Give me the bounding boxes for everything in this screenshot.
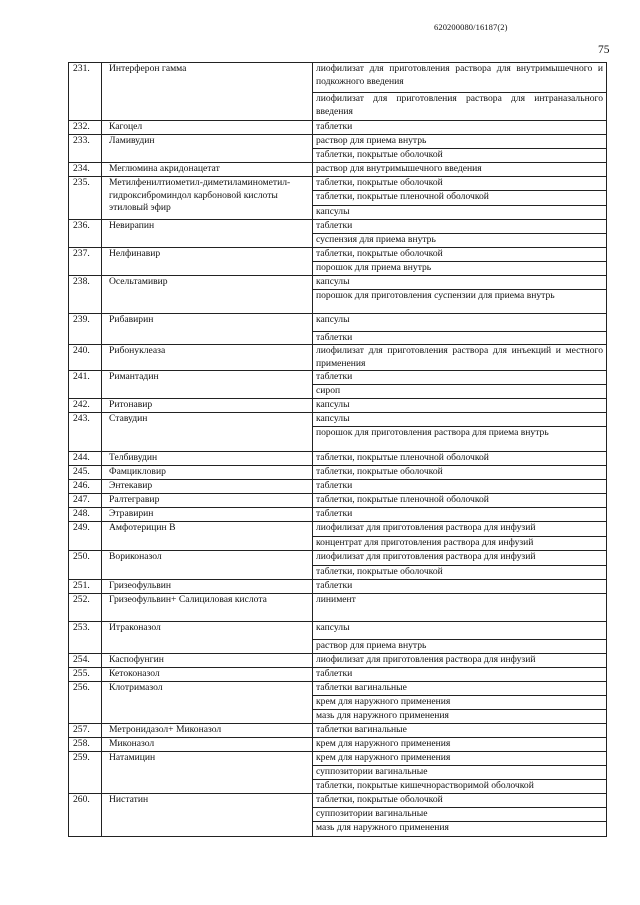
dosage-form: таблетки — [313, 508, 607, 522]
drug-name: Кетоконазол — [102, 667, 313, 681]
table-row — [69, 723, 607, 737]
drug-name: Меглюмина акридонацетат — [102, 163, 313, 177]
row-number: 250. — [69, 551, 102, 580]
row-number: 249. — [69, 522, 102, 551]
dosage-form: сироп — [313, 385, 607, 399]
dosage-form: лиофилизат для приготовления раствора для инфузий — [313, 551, 607, 566]
dosage-form: таблетки — [313, 121, 607, 135]
row-number: 256. — [69, 681, 102, 723]
table-row — [69, 219, 607, 233]
drug-name: Метронидазол+ Миконазол — [102, 723, 313, 737]
table-row — [69, 579, 607, 593]
table-row — [69, 121, 607, 135]
row-number: 235. — [69, 177, 102, 220]
drug-name: Ламивудин — [102, 135, 313, 163]
dosage-form: лиофилизат для приготовления раствора для инфузий — [313, 522, 607, 537]
row-number: 244. — [69, 452, 102, 466]
dosage-form: таблетки, покрытые оболочкой — [313, 566, 607, 580]
table-row — [69, 494, 607, 508]
dosage-form: лиофилизат для приготовления раствора для инфузий — [313, 653, 607, 667]
table-row — [69, 135, 607, 149]
row-number: 247. — [69, 494, 102, 508]
drug-name: Телбивудин — [102, 452, 313, 466]
dosage-form: капсулы — [313, 413, 607, 427]
dosage-form: таблетки — [313, 667, 607, 681]
table-row — [69, 413, 607, 427]
drug-name: Нелфинавир — [102, 247, 313, 275]
dosage-form: порошок для приготовления суспензии для приема внутрь — [313, 289, 607, 313]
dosage-form: крем для наружного применения — [313, 737, 607, 751]
dosage-form: раствор для внутримышечного введения — [313, 163, 607, 177]
row-number: 239. — [69, 313, 102, 345]
table-row — [69, 508, 607, 522]
drug-name: Гризеофульвин+ Салициловая кислота — [102, 593, 313, 621]
row-number: 243. — [69, 413, 102, 452]
table-row — [69, 522, 607, 537]
dosage-form: капсулы — [313, 275, 607, 289]
dosage-form: крем для наружного применения — [313, 751, 607, 765]
dosage-form: лиофилизат для приготовления раствора для инъекций и местного применения — [313, 345, 607, 371]
dosage-form: капсулы — [313, 621, 607, 639]
dosage-form: линимент — [313, 593, 607, 621]
table-row — [69, 667, 607, 681]
row-number: 233. — [69, 135, 102, 163]
dosage-form: лиофилизат для приготовления раствора для внутримышечного и подкожного введения — [313, 63, 607, 93]
row-number: 253. — [69, 621, 102, 653]
dosage-form: таблетки, покрытые оболочкой — [313, 247, 607, 261]
table-row — [69, 737, 607, 751]
dosage-form: таблетки, покрытые оболочкой — [313, 149, 607, 163]
table-row — [69, 681, 607, 695]
drug-name: Натамицин — [102, 751, 313, 793]
drug-name: Рибавирин — [102, 313, 313, 345]
row-number: 257. — [69, 723, 102, 737]
drug-name: Ставудин — [102, 413, 313, 452]
dosage-form: суспензия для приема внутрь — [313, 233, 607, 247]
dosage-form: крем для наружного применения — [313, 695, 607, 709]
dosage-form: таблетки — [313, 371, 607, 385]
row-number: 245. — [69, 466, 102, 480]
table-row — [69, 177, 607, 191]
dosage-form: таблетки, покрытые оболочкой — [313, 466, 607, 480]
drug-name: Миконазол — [102, 737, 313, 751]
drug-name: Энтекавир — [102, 480, 313, 494]
dosage-form: таблетки вагинальные — [313, 723, 607, 737]
table-row — [69, 247, 607, 261]
row-number: 241. — [69, 371, 102, 399]
row-number: 259. — [69, 751, 102, 793]
dosage-form: капсулы — [313, 313, 607, 331]
row-number: 246. — [69, 480, 102, 494]
table-row — [69, 163, 607, 177]
dosage-form: капсулы — [313, 206, 607, 220]
dosage-form: таблетки, покрытые оболочкой — [313, 793, 607, 807]
drug-name: Метилфенилтиометил-диметиламинометил-гидроксиброминдол карбоновой кислоты этиловый эфир — [102, 177, 313, 220]
page-number: 75 — [598, 44, 610, 56]
row-number: 238. — [69, 275, 102, 313]
dosage-form: мазь для наружного применения — [313, 821, 607, 836]
table-row — [69, 793, 607, 807]
table-row — [69, 466, 607, 480]
drug-table — [68, 62, 607, 837]
drug-name: Ритонавир — [102, 399, 313, 413]
table-row — [69, 63, 607, 93]
dosage-form: раствор для приема внутрь — [313, 639, 607, 653]
dosage-form: таблетки, покрытые пленочной оболочкой — [313, 494, 607, 508]
table-row — [69, 751, 607, 765]
row-number: 251. — [69, 579, 102, 593]
drug-name: Рибонуклеаза — [102, 345, 313, 371]
dosage-form: таблетки, покрытые пленочной оболочкой — [313, 452, 607, 466]
drug-name: Фамцикловир — [102, 466, 313, 480]
dosage-form: таблетки, покрытые пленочной оболочкой — [313, 191, 607, 206]
drug-name: Кагоцел — [102, 121, 313, 135]
drug-name: Нистатин — [102, 793, 313, 836]
row-number: 255. — [69, 667, 102, 681]
dosage-form: суппозитории вагинальные — [313, 807, 607, 821]
dosage-form: таблетки — [313, 579, 607, 593]
row-number: 258. — [69, 737, 102, 751]
table-row — [69, 653, 607, 667]
drug-name: Клотримазол — [102, 681, 313, 723]
table-row — [69, 551, 607, 566]
row-number: 252. — [69, 593, 102, 621]
drug-name: Гризеофульвин — [102, 579, 313, 593]
row-number: 242. — [69, 399, 102, 413]
row-number: 248. — [69, 508, 102, 522]
dosage-form: порошок для приема внутрь — [313, 261, 607, 275]
table-row — [69, 371, 607, 385]
table-row — [69, 399, 607, 413]
dosage-form: таблетки — [313, 331, 607, 345]
document-code: 620200080/16187(2) — [434, 22, 508, 32]
drug-name: Вориконазол — [102, 551, 313, 580]
drug-name: Невирапин — [102, 219, 313, 247]
row-number: 240. — [69, 345, 102, 371]
row-number: 237. — [69, 247, 102, 275]
row-number: 234. — [69, 163, 102, 177]
table-row — [69, 452, 607, 466]
dosage-form: таблетки, покрытые оболочкой — [313, 177, 607, 191]
dosage-form: мазь для наружного применения — [313, 709, 607, 723]
drug-name: Этравирин — [102, 508, 313, 522]
dosage-form: таблетки, покрытые кишечнорастворимой оболочкой — [313, 779, 607, 793]
drug-name: Интерферон гамма — [102, 63, 313, 121]
drug-name: Осельтамивир — [102, 275, 313, 313]
row-number: 232. — [69, 121, 102, 135]
dosage-form: капсулы — [313, 399, 607, 413]
dosage-form: таблетки вагинальные — [313, 681, 607, 695]
row-number: 254. — [69, 653, 102, 667]
table-row — [69, 621, 607, 639]
drug-name: Римантадин — [102, 371, 313, 399]
dosage-form: концентрат для приготовления раствора для инфузий — [313, 537, 607, 551]
table-row — [69, 313, 607, 331]
dosage-form: таблетки — [313, 480, 607, 494]
dosage-form: таблетки — [313, 219, 607, 233]
table-row — [69, 480, 607, 494]
table-row — [69, 275, 607, 289]
drug-name: Ралтегравир — [102, 494, 313, 508]
row-number: 236. — [69, 219, 102, 247]
drug-name: Каспофунгин — [102, 653, 313, 667]
dosage-form: лиофилизат для приготовления раствора для интраназального введения — [313, 93, 607, 121]
dosage-form: суппозитории вагинальные — [313, 765, 607, 779]
table-row — [69, 593, 607, 621]
row-number: 231. — [69, 63, 102, 121]
drug-name: Итраконазол — [102, 621, 313, 653]
row-number: 260. — [69, 793, 102, 836]
dosage-form: порошок для приготовления раствора для приема внутрь — [313, 427, 607, 452]
table-row — [69, 345, 607, 371]
drug-name: Амфотерицин В — [102, 522, 313, 551]
dosage-form: раствор для приема внутрь — [313, 135, 607, 149]
